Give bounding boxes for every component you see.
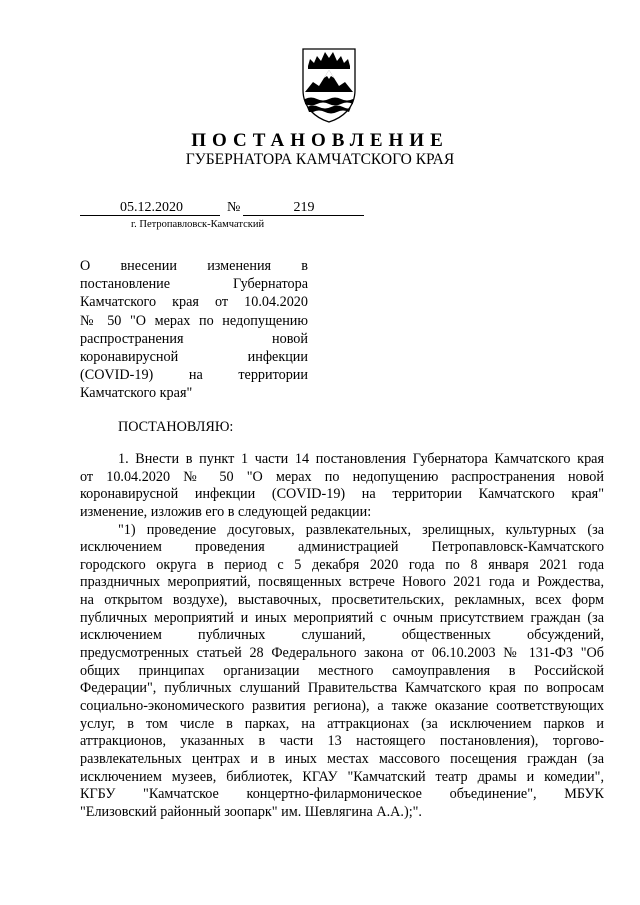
body-line: услуг, в том числе в парках, на аттракционах (за исключением парков и xyxy=(80,715,604,732)
body-line: исключением музеев, библиотек, КГАУ "Камчатский театр драмы и комедии", xyxy=(80,768,604,785)
body-line: развлекательных центрах и в иных местах массового посещения граждан (за xyxy=(80,750,604,767)
body-line: "1) проведение досуговых, развлекательных, зрелищных, культурных (за xyxy=(118,521,604,538)
issue-city: г. Петропавловск-Камчатский xyxy=(131,219,265,230)
body-line: публичных мероприятий и иных мероприятий с очным присутствием граждан (за xyxy=(80,609,604,626)
body-line: праздничных мероприятий, посвященных встрече Нового 2021 года и Рождества, xyxy=(80,574,604,591)
body-line: от 10.04.2020 № 50 "О мерах по недопущению распространения новой xyxy=(80,468,604,485)
subject-line: Камчатского края" xyxy=(80,385,193,402)
document-number: 219 xyxy=(293,200,315,215)
body-line: социально-экономического развития региона), а также оказание соответствующих xyxy=(80,697,604,714)
subject-line: О внесении изменения в xyxy=(80,258,308,274)
body-line: "Елизовский районный зоопарк" им. Шевлягина А.А.);". xyxy=(80,803,422,820)
subject-line: Камчатского края от 10.04.2020 xyxy=(80,294,308,311)
document-title: ПОСТАНОВЛЕНИЕ xyxy=(191,130,449,151)
decree-heading: ПОСТАНОВЛЯЮ: xyxy=(118,419,234,435)
subject-line: распространения новой xyxy=(80,330,308,347)
body-line: предусмотренных статьей 28 Федерального закона от 06.10.2003 № 131-ФЗ "Об xyxy=(80,645,604,662)
document-date: 05.12.2020 xyxy=(120,200,183,215)
kamchatka-coat-of-arms-icon xyxy=(299,46,359,124)
date-underline xyxy=(80,215,220,216)
subject-line: постановление Губернатора xyxy=(80,276,308,293)
body-line: исключением проведения администрацией Петропавловск-Камчатского xyxy=(80,539,604,556)
body-line: изменение, изложив его в следующей редакции: xyxy=(80,503,372,520)
body-line: аттракционов, указанных в части 13 настоящего постановления), торгово- xyxy=(80,733,604,750)
body-line: на открытом воздухе), выставочных, просветительских, рекламных, всех форм xyxy=(80,592,604,609)
number-sign: № xyxy=(227,200,241,215)
number-underline xyxy=(243,215,364,216)
body-line: коронавирусной инфекции (COVID-19) на территории Камчатского края" xyxy=(80,486,604,503)
issuer-name: ГУБЕРНАТОРА КАМЧАТСКОГО КРАЯ xyxy=(185,151,455,168)
document-subject xyxy=(80,257,308,403)
body-line: Федерации", публичных слушаний Правительства Камчатского края по вопросам xyxy=(80,680,604,697)
subject-line: коронавирусной инфекции xyxy=(80,348,308,365)
subject-line: № 50 "О мерах по недопущению xyxy=(80,312,308,329)
body-line: 1. Внести в пункт 1 части 14 постановления Губернатора Камчатского края xyxy=(118,451,604,467)
body-line: КГБУ "Камчатское концертно-филармоническое объединение", МБУК xyxy=(80,786,604,803)
document-body xyxy=(80,451,604,821)
subject-line: (COVID-19) на территории xyxy=(80,367,308,384)
body-line: городского округа в период с 5 декабря 2020 года по 8 января 2021 года xyxy=(80,556,604,573)
body-line: исключением публичных слушаний, общественных обсуждений, xyxy=(80,627,604,644)
body-line: общих принципах организации местного самоуправления в Российской xyxy=(80,662,604,679)
